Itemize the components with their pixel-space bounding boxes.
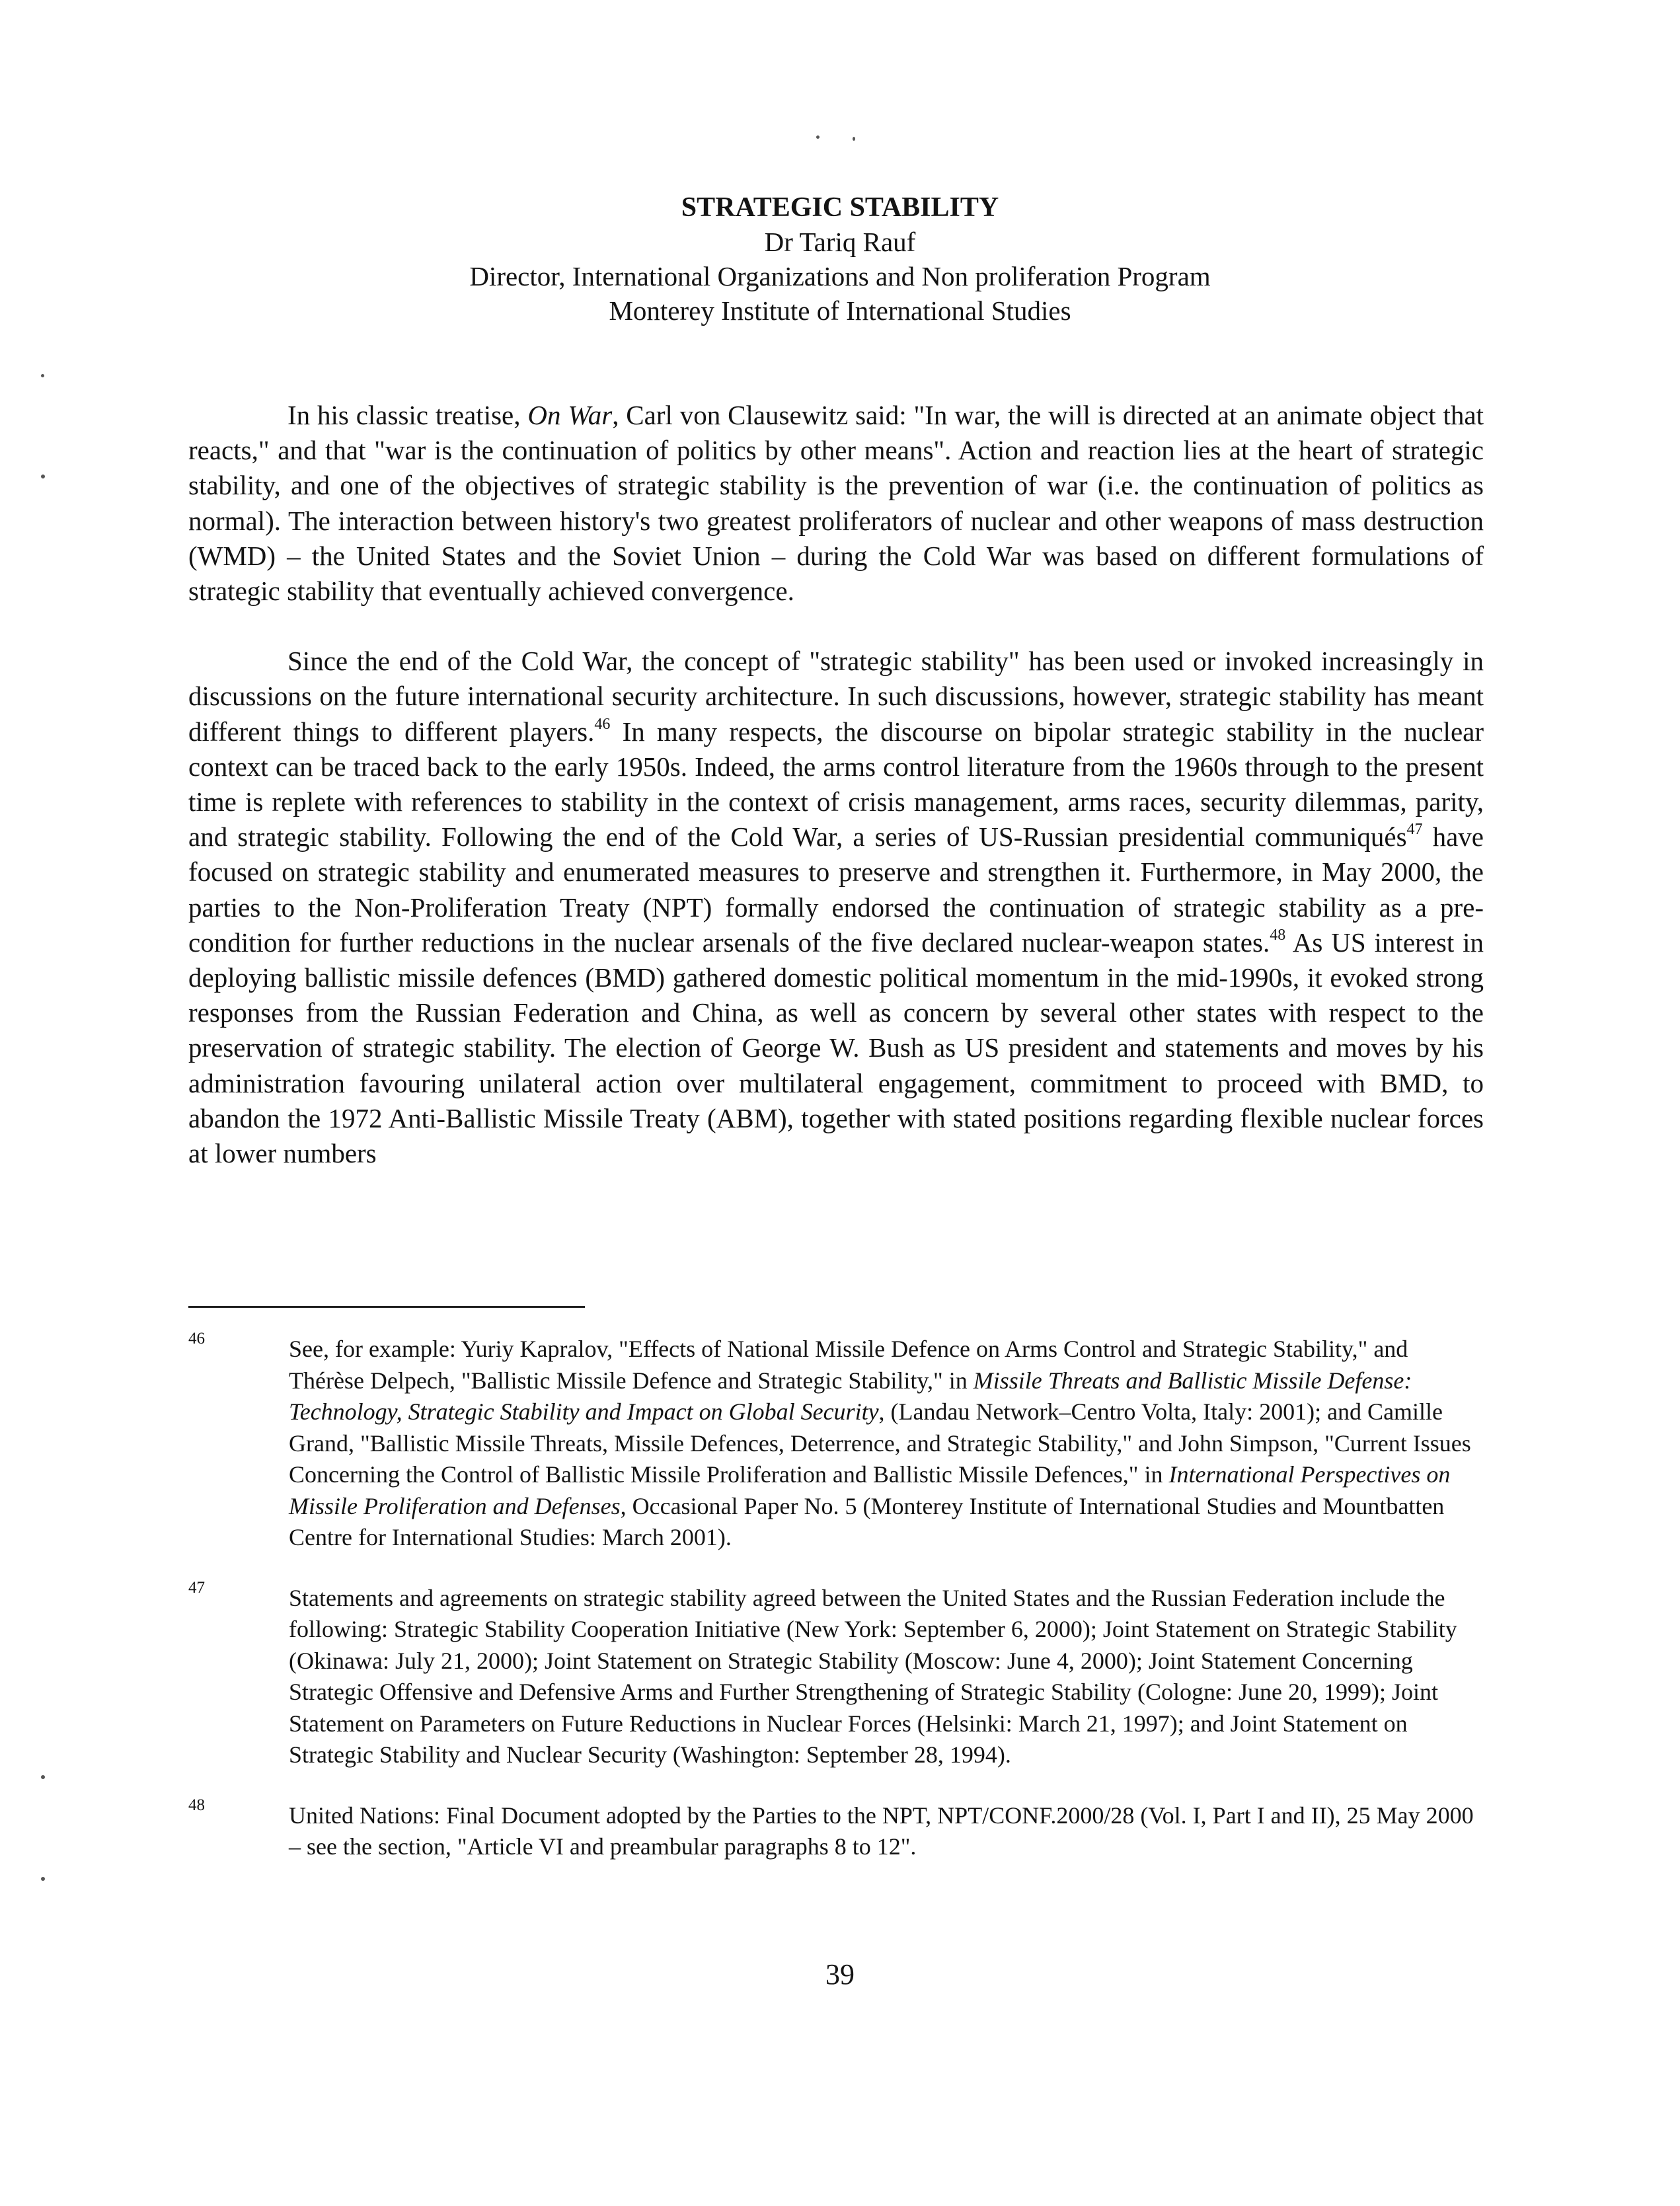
text-run: See, for example: Yuriy Kapralov, "Effects of National Missile Defence on Arms Control and Strategic Stability," and Thérèse Delpech, "Ballistic Missile Defence and Strategic Stability," in	[289, 1336, 1408, 1394]
footnote-text	[289, 1334, 1484, 1554]
text-run: , Occasional Paper No. 5 (Monterey Institute of International Studies and Mountbatten Centre for International Studies: March 2001).	[289, 1492, 1445, 1550]
author-position: Director, International Organizations and Non proliferation Program	[469, 261, 1211, 291]
text-run: , (Landau Network–Centro Volta, Italy: 2001); and Camille Grand, "Ballistic Missile Threats, Missile Defences, Deterrence, and Strategic Stability," and John Simpson, "Current Issues Concerning the Control of Ballistic Missile Proliferation and Ballistic Missile Defences," in	[289, 1398, 1471, 1488]
document-title: STRATEGIC STABILITY	[681, 192, 999, 223]
footnote-text: United Nations: Final Document adopted by the Parties to the NPT, NPT/CONF.2000/28 (Vol. I, Part I and II), 25 May 2000 – see the section, "Article VI and preambular paragraphs 8 to 12".	[289, 1802, 1474, 1860]
footnote-46	[188, 1330, 1484, 1554]
footnote-ref-46: 46	[594, 715, 611, 733]
author-name: Dr Tariq Rauf	[764, 227, 916, 257]
author-institution: Monterey Institute of International Studies	[609, 295, 1071, 326]
footnotes	[188, 1330, 1484, 1892]
page-number: 39	[825, 1958, 855, 1991]
footnote-ref-47: 47	[1406, 821, 1423, 839]
book-title: On War	[527, 400, 613, 430]
scan-speck	[41, 374, 44, 377]
publication-title: International Perspectives on Missile Proliferation and Defenses	[289, 1461, 1451, 1519]
body-text	[188, 398, 1484, 1206]
footnote-number: 47	[188, 1578, 205, 1597]
scan-speck	[816, 135, 820, 139]
publication-title: Missile Threats and Ballistic Missile Defense: Technology, Strategic Stability and Impact on Global Security	[289, 1367, 1412, 1425]
footnote-number: 46	[188, 1330, 205, 1348]
footnote-47	[188, 1578, 1484, 1771]
footnote-text: Statements and agreements on strategic stability agreed between the United States and the Russian Federation include the following: Strategic Stability Cooperation Initiative (New York: September 6, 2000); Joint Statement on Strategic Stability (Okinawa: July 21, 2000); Joint Statement on Strategic Stability (Moscow: June 4, 2000); Joint Statement Concerning Strategic Offensive and Defensive Arms and Further Strengthening of Strategic Stability (Cologne: June 20, 1999); Joint Statement on Parameters on Future Reductions in Nuclear Forces (Helsinki: March 21, 1997); and Joint Statement on Strategic Stability and Nuclear Security (Washington: September 28, 1994).	[289, 1584, 1457, 1768]
text-run: In his classic treatise,	[287, 400, 528, 430]
text-run: Since the end of the Cold War, the concept of "strategic stability" has been used or invoked increasingly in discussions on the future international security architecture. In such discussions, however, strategic stability has meant different things to different players.	[188, 646, 1484, 747]
scan-speck	[41, 475, 45, 478]
footnote-number: 48	[188, 1796, 205, 1814]
scan-speck	[853, 137, 855, 141]
paragraph-1	[188, 398, 1484, 609]
text-run: have focused on strategic stability and enumerated measures to preserve and strengthen it. Furthermore, in May 2000, the parties to the Non-Proliferation Treaty (NPT) formally endorsed the continuation of strategic stability as a pre-condition for further reductions in the nuclear arsenals of the five declared nuclear-weapon states.	[188, 821, 1484, 958]
footnote-48	[188, 1796, 1484, 1863]
scan-speck	[41, 1775, 45, 1779]
footnote-separator	[188, 1306, 585, 1308]
paragraph-2	[188, 644, 1484, 1171]
text-run: In many respects, the discourse on bipolar strategic stability in the nuclear context can be traced back to the early 1950s. Indeed, the arms control literature from the 1960s through to the present time is replete with references to stability in the context of crisis management, arms races, security dilemmas, parity, and strategic stability. Following the end of the Cold War, a series of US-Russian presidential communiqués	[188, 716, 1484, 853]
text-run: , Carl von Clausewitz said: "In war, the will is directed at an animate object that reacts," and that "war is the continuation of politics by other means". Action and reaction lies at the heart of strategic stability, and one of the objectives of strategic stability is the prevention of war (i.e. the continuation of politics as normal). The interaction between history's two greatest proliferators of nuclear and other weapons of mass destruction (WMD) – the United States and the Soviet Union – during the Cold War was based on different formulations of strategic stability that eventually achieved convergence.	[188, 400, 1484, 607]
text-run: As US interest in deploying ballistic missile defences (BMD) gathered domestic political momentum in the mid-1990s, it evoked strong responses from the Russian Federation and China, as well as concern by several other states with respect to the preservation of strategic stability. The election of George W. Bush as US president and statements and moves by his administration favouring unilateral action over multilateral engagement, commitment to proceed with BMD, to abandon the 1972 Anti-Ballistic Missile Treaty (ABM), together with stated positions regarding flexible nuclear forces at lower numbers	[188, 927, 1484, 1169]
document-header	[0, 190, 1680, 328]
footnote-ref-48: 48	[1270, 926, 1286, 944]
scan-speck	[41, 1877, 45, 1881]
